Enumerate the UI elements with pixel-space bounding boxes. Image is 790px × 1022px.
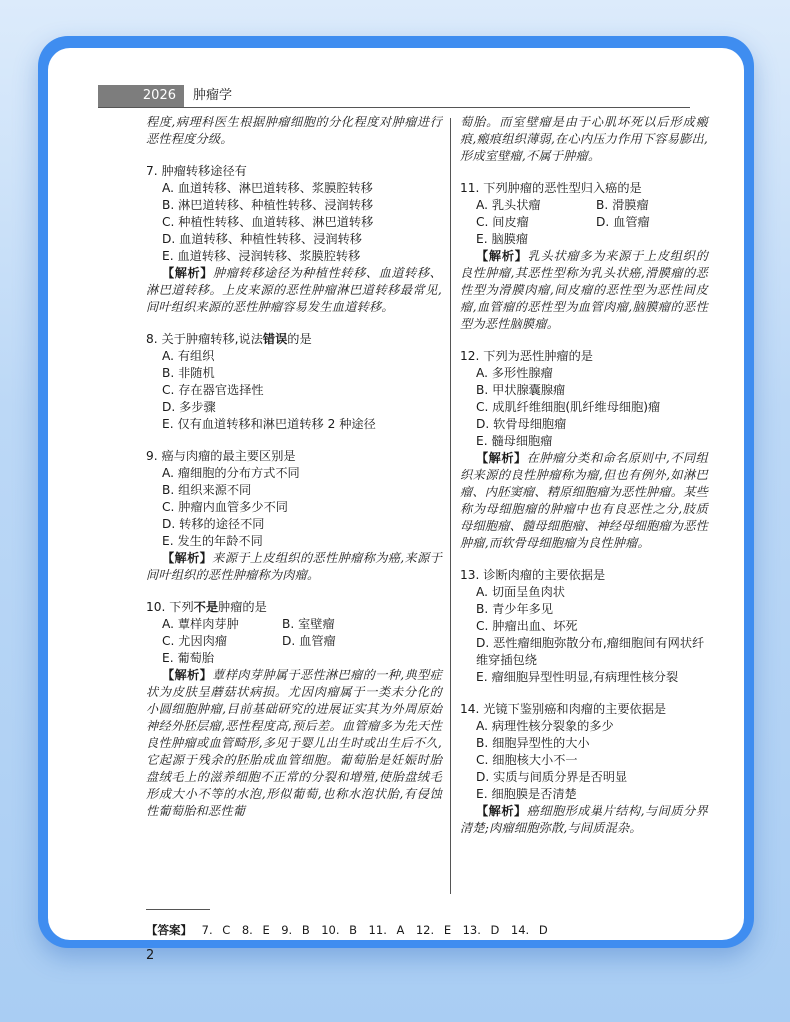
- option-row: [146, 633, 442, 650]
- option: B. 甲状腺囊腺瘤: [476, 383, 566, 397]
- explanation-text: 肿瘤转移途径为种植性转移、血道转移、淋巴道转移。上皮来源的恶性肿瘤淋巴道转移最常见,间叶组织来源的恶性肿瘤容易发生血道转移。: [146, 266, 442, 314]
- explanation-tag: 【解析】: [162, 551, 213, 565]
- question-stem: 13. 诊断肉瘤的主要依据是: [460, 568, 606, 582]
- question-stem: 7. 肿瘤转移途径有: [146, 164, 247, 178]
- option: A. 多形性腺瘤: [476, 366, 553, 380]
- option: D. 实质与间质分界是否明显: [476, 770, 628, 784]
- option: A. 病理性核分裂象的多少: [476, 719, 614, 733]
- explanation-text: 癌细胞形成巢片结构,与间质分界清楚;肉瘤细胞弥散,与间质混杂。: [460, 804, 708, 835]
- column-divider: [450, 118, 451, 894]
- option: C. 肿瘤内血管多少不同: [162, 500, 288, 514]
- stem-suffix: 的是: [287, 332, 312, 346]
- option: D. 血道转移、种植性转移、浸润转移: [162, 232, 362, 246]
- explanation: [460, 803, 708, 837]
- explanation-text: 来源于上皮组织的恶性肿瘤称为癌,来源于间叶组织的恶性肿瘤称为肉瘤。: [146, 551, 442, 582]
- option: D. 多步骤: [162, 400, 216, 414]
- option: B. 非随机: [162, 366, 215, 380]
- answers-rule: [146, 909, 210, 910]
- option-row: [146, 616, 442, 633]
- option: E. 瘤细胞异型性明显,有病理性核分裂: [476, 670, 679, 684]
- question-stem: 9. 癌与肉瘤的最主要区别是: [146, 449, 296, 463]
- question-stem: 11. 下列肿瘤的恶性型归入癌的是: [460, 181, 642, 195]
- option: A. 血道转移、淋巴道转移、浆膜腔转移: [162, 181, 373, 195]
- question-11: [460, 180, 708, 333]
- question-stem: [146, 599, 442, 616]
- option: E. 仅有血道转移和淋巴道转移 2 种途径: [162, 417, 376, 431]
- explanation: [146, 265, 442, 316]
- explanation: [146, 550, 442, 584]
- question-stem: 14. 光镜下鉴别癌和肉瘤的主要依据是: [460, 702, 667, 716]
- question-9: [146, 448, 442, 584]
- question-13: [460, 567, 708, 686]
- option: C. 种植性转移、血道转移、淋巴道转移: [162, 215, 374, 229]
- stem-prefix: 10. 下列: [146, 600, 194, 614]
- option: D. 血管瘤: [282, 634, 336, 648]
- stem-prefix: 8. 关于肿瘤转移,说法: [146, 332, 263, 346]
- explanation-text: 在肿瘤分类和命名原则中,不同组织来源的良性肿瘤称为瘤,但也有例外,如淋巴瘤、内胚窦瘤、精原细胞瘤为恶性肿瘤。某些称为母细胞瘤的肿瘤中也有良恶性之分,肢质母细胞瘤、髓母细胞瘤、神经母细胞瘤为恶性肿瘤,而软骨母细胞瘤为良性肿瘤。: [460, 451, 708, 550]
- option: E. 发生的年龄不同: [162, 534, 263, 548]
- option: C. 肿瘤出血、坏死: [476, 619, 578, 633]
- question-12: [460, 348, 708, 552]
- explanation-tag: 【解析】: [162, 668, 213, 682]
- explanation-tag: 【解析】: [162, 266, 213, 280]
- stem-suffix: 肿瘤的是: [218, 600, 267, 614]
- option: A. 有组织: [162, 349, 215, 363]
- explanation-tag: 【解析】: [476, 249, 528, 263]
- explanation: [460, 248, 708, 333]
- continued-text: 萄胎。而室壁瘤是由于心肌坏死以后形成瘢痕,瘢痕组织薄弱,在心内压力作用下容易膨出,形成室壁瘤,不属于肿瘤。: [460, 115, 708, 163]
- question-stem: [146, 331, 442, 348]
- question-8: [146, 331, 442, 433]
- subject-title: 肿瘤学: [193, 88, 233, 103]
- option: B. 细胞异型性的大小: [476, 736, 590, 750]
- option: B. 室壁瘤: [282, 617, 335, 631]
- stem-emphasis: 不是: [193, 600, 219, 614]
- question-stem: 12. 下列为恶性肿瘤的是: [460, 349, 593, 363]
- explanation: [146, 667, 442, 820]
- continued-text: 程度,病理科医生根据肿瘤细胞的分化程度对肿瘤进行恶性程度分级。: [146, 115, 442, 146]
- explanation-tag: 【解析】: [476, 451, 527, 465]
- option: D. 恶性瘤细胞弥散分布,瘤细胞间有网状纤维穿插包绕: [476, 636, 705, 667]
- option: A. 切面呈鱼肉状: [476, 585, 565, 599]
- option: E. 血道转移、浸润转移、浆膜腔转移: [162, 249, 361, 263]
- question-10: [146, 599, 442, 820]
- option: E. 髓母细胞瘤: [476, 434, 553, 448]
- left-column: [146, 114, 442, 835]
- stem-emphasis: 错误: [262, 332, 288, 346]
- right-column: [460, 114, 708, 852]
- explanation-tag: 【解析】: [476, 804, 527, 818]
- question-7: [146, 163, 442, 316]
- option: A. 瘤细胞的分布方式不同: [162, 466, 300, 480]
- header-rule: [98, 107, 690, 108]
- option: E. 葡萄胎: [162, 651, 215, 665]
- book-page: [48, 48, 744, 963]
- answer-key-tag: 【答案】: [146, 923, 192, 937]
- year-badge: 2026: [98, 85, 184, 107]
- option: D. 转移的途径不同: [162, 517, 265, 531]
- option: C. 尤因肉瘤: [162, 634, 228, 648]
- option: C. 存在器官选择性: [162, 383, 264, 397]
- option-row: [460, 214, 708, 231]
- option: C. 间皮瘤: [476, 215, 529, 229]
- option: C. 细胞核大小不一: [476, 753, 578, 767]
- question-14: [460, 701, 708, 837]
- option: E. 细胞膜是否清楚: [476, 787, 577, 801]
- explanation-text: 乳头状瘤多为来源于上皮组织的良性肿瘤,其恶性型称为乳头状癌,滑膜瘤的恶性型为滑膜肉瘤,间皮瘤的恶性型为恶性间皮瘤,血管瘤的恶性型为血管肉瘤,脑膜瘤的恶性型为恶性脑膜瘤。: [460, 249, 708, 331]
- explanation-text: 蕈样肉芽肿属于恶性淋巴瘤的一种,典型症状为皮肤呈蘑菇状病损。尤因肉瘤属于一类未分化的小圆细胞肿瘤,目前基础研究的进展证实其为外周原始神经外胚层瘤,恶性程度高,预后差。血管瘤多为先天性良性肿瘤或血管畸形,多见于婴儿出生时或出生后不久,它起源于残余的胚胎成血管细胞。葡萄胎是妊娠时胎盘绒毛上的滋养细胞不正常的分裂和增殖,使胎盘绒毛形成大小不等的水泡,形似葡萄,也称水泡状胎,有侵蚀性葡萄胎和恶性葡: [146, 668, 442, 818]
- option: D. 血管瘤: [596, 215, 650, 229]
- option: A. 乳头状瘤: [476, 198, 541, 212]
- answer-key-text: 7. C 8. E 9. B 10. B 11. A 12. E 13. D 14. D: [201, 923, 548, 937]
- answer-key: [146, 922, 548, 938]
- option-row: [460, 197, 708, 214]
- option: C. 成肌纤维细胞(肌纤维母细胞)瘤: [476, 400, 661, 414]
- option: A. 蕈样肉芽肿: [162, 617, 239, 631]
- option: E. 脑膜瘤: [476, 232, 529, 246]
- explanation: [460, 450, 708, 552]
- option: B. 组织来源不同: [162, 483, 252, 497]
- option: B. 淋巴道转移、种植性转移、浸润转移: [162, 198, 374, 212]
- option: B. 青少年多见: [476, 602, 554, 616]
- page-number: 2: [146, 948, 155, 963]
- option: B. 滑膜瘤: [596, 198, 649, 212]
- option: D. 软骨母细胞瘤: [476, 417, 567, 431]
